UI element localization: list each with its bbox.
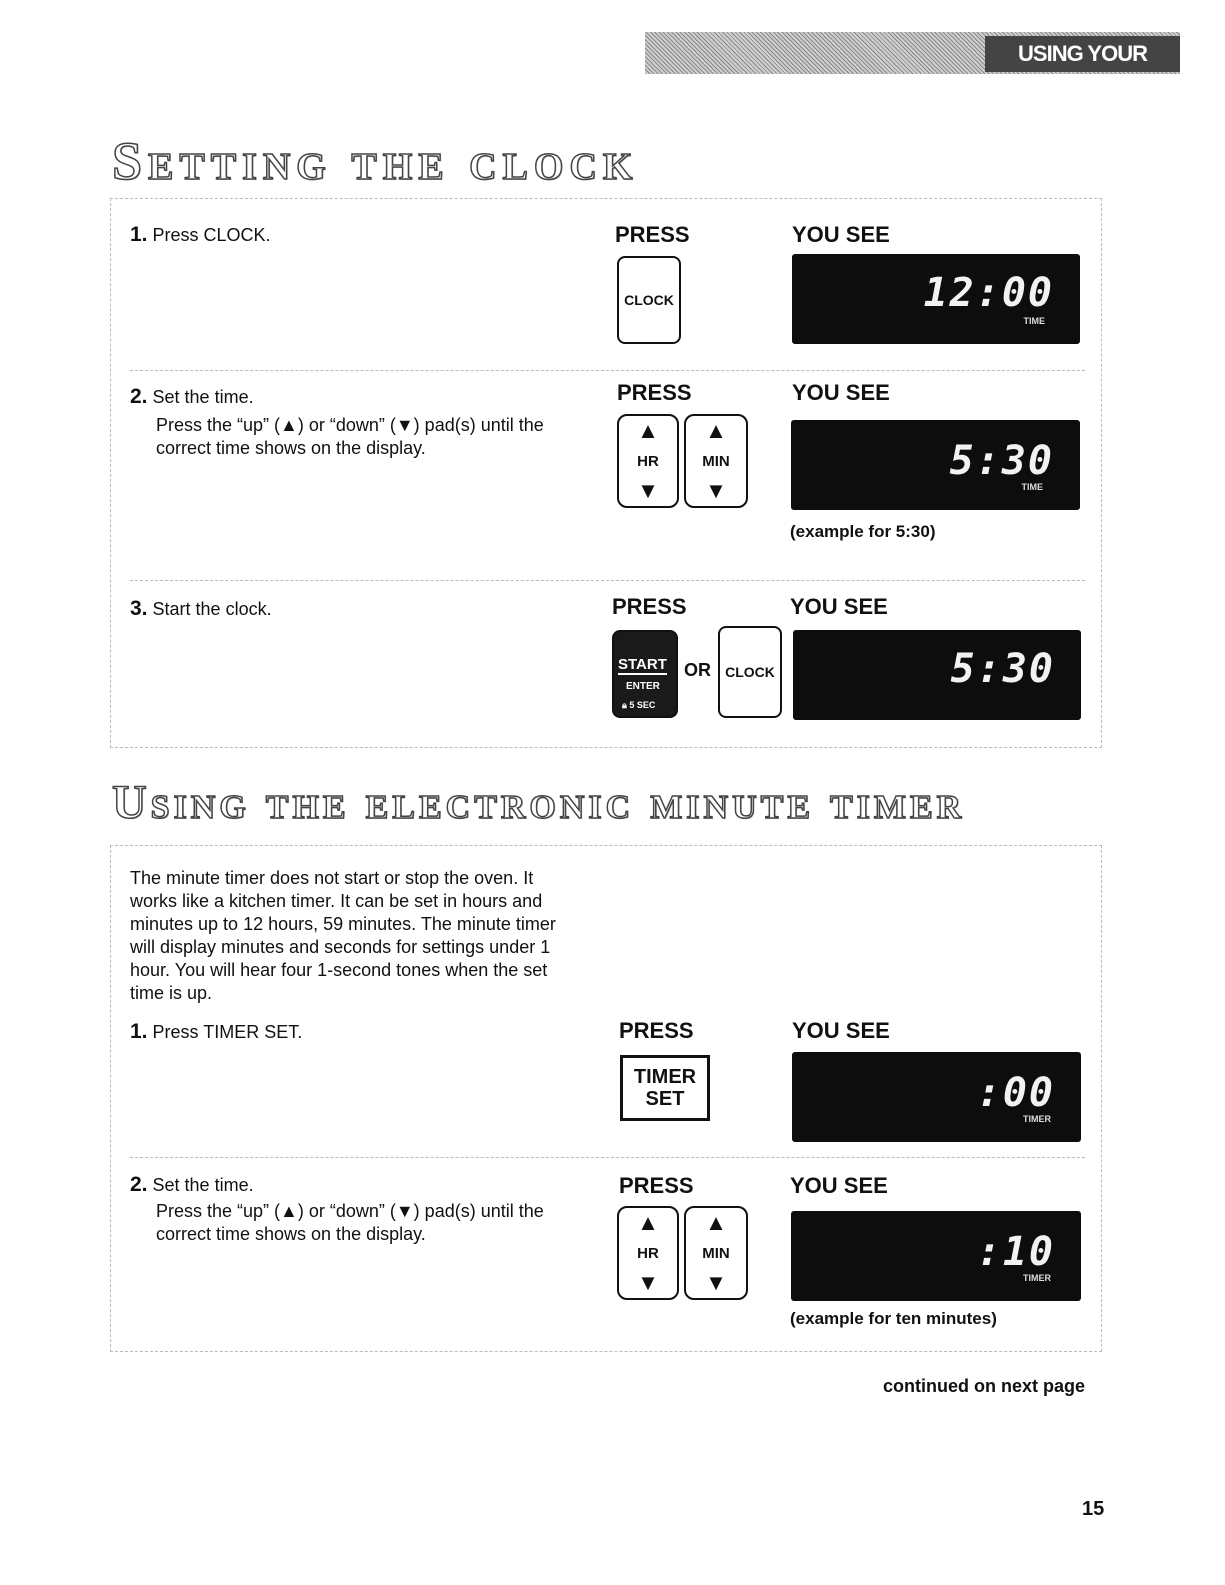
display-readout: 5:30 — [950, 646, 1055, 692]
display-panel — [791, 1211, 1081, 1301]
step-text: Set the time. — [152, 1175, 254, 1195]
continued-note: continued on next page — [883, 1376, 1086, 1396]
up-arrow-icon: ▲ — [705, 1210, 727, 1235]
display-panel — [791, 420, 1080, 510]
example-caption: (example for 5:30) — [790, 522, 936, 541]
timer-key-label: TIMER — [633, 1066, 697, 1088]
clock-key[interactable] — [718, 626, 782, 718]
step-detail: Press the “up” (▲) or “down” (▼) pad(s) until the correct time shows on the display. — [156, 1201, 544, 1244]
step-text: Press TIMER SET. — [152, 1022, 303, 1042]
step-text: Set the time. — [152, 387, 254, 407]
hr-arrow-key[interactable] — [617, 1206, 679, 1300]
you-see-label: YOU SEE — [792, 1018, 890, 1043]
press-label: PRESS — [617, 380, 692, 405]
timer-indicator: TIMER — [1023, 1114, 1051, 1124]
up-arrow-icon: ▲ — [705, 418, 727, 443]
step-number: 3. — [130, 597, 148, 620]
down-arrow-icon: ▼ — [705, 478, 727, 503]
display-panel — [792, 1052, 1081, 1142]
min-arrow-key[interactable] — [684, 1206, 748, 1300]
lock-label: 5 SEC — [629, 700, 656, 710]
lock-icon: 🔒︎ — [622, 700, 627, 710]
min-arrow-key[interactable] — [684, 414, 748, 508]
you-see-label: YOU SEE — [790, 1173, 888, 1198]
start-enter-key[interactable] — [612, 630, 678, 718]
down-arrow-icon: ▼ — [705, 1270, 727, 1295]
step-number: 2. — [130, 1173, 148, 1196]
clock-step-2 — [130, 385, 254, 409]
timer-set-key[interactable] — [620, 1055, 710, 1121]
clock-step-3 — [130, 597, 272, 621]
min-key-label: MIN — [702, 1244, 730, 1262]
down-arrow-icon: ▼ — [637, 1270, 659, 1295]
timer-intro: The minute timer does not start or stop the oven. It works like a kitchen timer. It can be set in hours and minutes up to 12 hours, 59 minutes. The minute timer will display minutes and seconds for settings under 1 hour. You will hear four 1-second tones when the set time is up. — [130, 868, 556, 1003]
display-readout: :10 — [976, 1229, 1055, 1275]
display-panel — [792, 254, 1080, 344]
down-arrow-icon: ▼ — [637, 478, 659, 503]
hr-key-label: HR — [637, 452, 659, 470]
divider — [130, 580, 1085, 581]
step-number: 1. — [130, 1020, 148, 1043]
you-see-label: YOU SEE — [790, 594, 888, 619]
press-label: PRESS — [612, 594, 687, 619]
up-arrow-icon: ▲ — [637, 1210, 659, 1235]
example-caption: (example for ten minutes) — [790, 1309, 997, 1328]
display-readout: :00 — [976, 1070, 1055, 1116]
start-key-label: START — [618, 656, 667, 673]
divider — [130, 370, 1085, 371]
hr-key-label: HR — [637, 1244, 659, 1262]
clock-key[interactable] — [617, 256, 681, 344]
divider — [130, 1157, 1085, 1158]
header-banner: USING YOUR RANGE — [985, 36, 1180, 72]
press-label: PRESS — [619, 1018, 694, 1043]
lock-indicator — [622, 700, 655, 711]
timer-indicator: TIMER — [1023, 1273, 1051, 1283]
section-heading-clock: Setting the clock — [112, 131, 639, 191]
time-indicator: TIME — [1023, 316, 1045, 326]
display-panel — [793, 630, 1081, 720]
timer-step-1 — [130, 1020, 302, 1044]
step-text: Start the clock. — [152, 599, 272, 619]
clock-step-1 — [130, 223, 271, 247]
enter-key-label: ENTER — [626, 681, 660, 692]
up-arrow-icon: ▲ — [637, 418, 659, 443]
step-number: 1. — [130, 223, 148, 246]
you-see-label: YOU SEE — [792, 380, 890, 405]
step-detail: Press the “up” (▲) or “down” (▼) pad(s) until the correct time shows on the display. — [156, 415, 544, 458]
display-readout: 12:00 — [923, 270, 1054, 316]
page-number: 15 — [1082, 1498, 1105, 1520]
time-indicator: TIME — [1021, 482, 1043, 492]
press-label: PRESS — [615, 222, 690, 247]
min-key-label: MIN — [702, 452, 730, 470]
section-heading-timer: Using the electronic minute timer — [112, 776, 966, 829]
clock-key-label: CLOCK — [624, 292, 674, 308]
step-number: 2. — [130, 385, 148, 408]
hr-arrow-key[interactable] — [617, 414, 679, 508]
press-label: PRESS — [619, 1173, 694, 1198]
clock-key-label: CLOCK — [725, 664, 775, 680]
you-see-label: YOU SEE — [792, 222, 890, 247]
display-readout: 5:30 — [949, 438, 1054, 484]
timer-step-2 — [130, 1173, 254, 1197]
set-key-label: SET — [645, 1088, 685, 1110]
step-text: Press CLOCK. — [152, 225, 271, 245]
or-label: OR — [684, 660, 711, 680]
